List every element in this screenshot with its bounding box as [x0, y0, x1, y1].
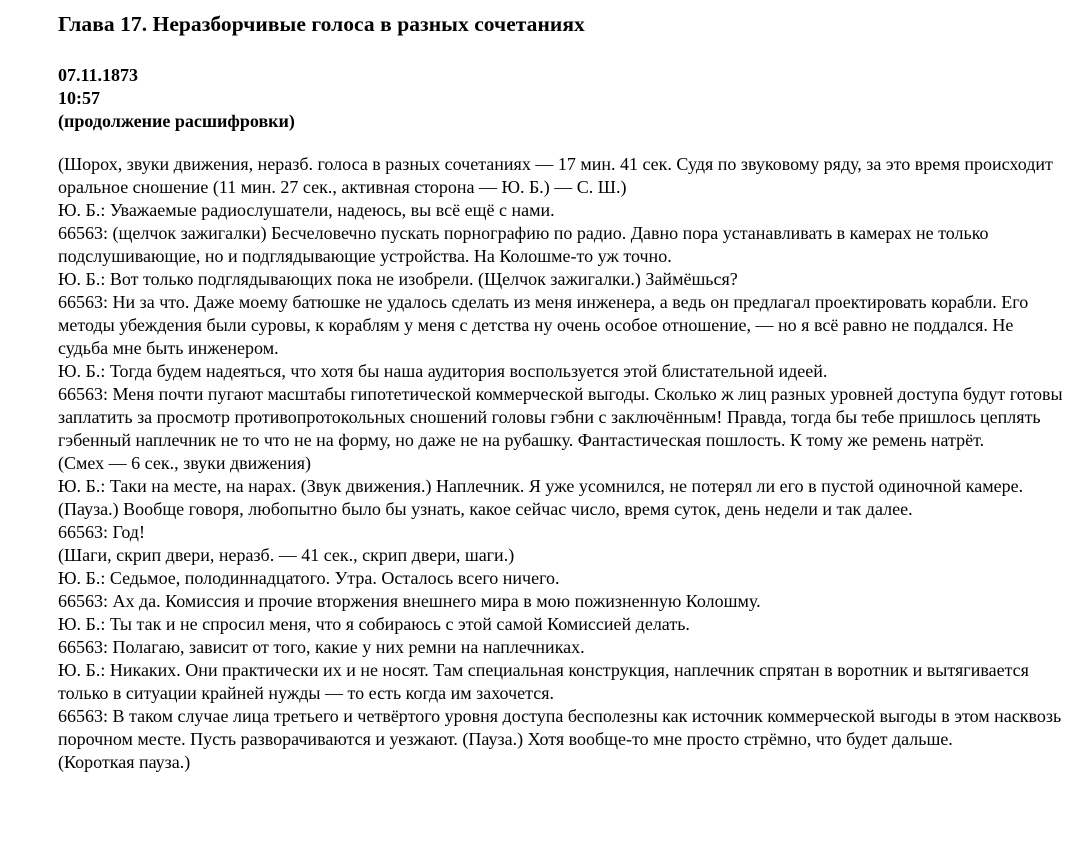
transcript-header — [58, 64, 1063, 133]
transcript-paragraph: Ю. Б.: Таки на месте, на нарах. (Звук движения.) Наплечник. Я уже усомнился, не потерял ли его в пустой одиночной камере. (Пауза.) Вообще говоря, любопытно было бы узнать, какое сейчас число, время суток, день недели и так далее. — [58, 476, 1024, 519]
transcript-paragraph: Ю. Б.: Седьмое, полодиннадцатого. Утра. Осталось всего ничего. — [58, 568, 560, 588]
transcript-paragraph: (Смех — 6 сек., звуки движения) — [58, 453, 311, 473]
transcript-paragraph: Ю. Б.: Тогда будем надеяться, что хотя бы наша аудитория воспользуется этой блистательной идеей. — [58, 361, 828, 381]
transcript-paragraph: 66563: В таком случае лица третьего и четвёртого уровня доступа бесполезны как источник коммерческой выгоды в этом насквозь порочном месте. Пусть разворачиваются и уезжают. (Пауза.) Хотя вообще-то мне просто стрёмно, что будет дальше. — [58, 706, 1062, 749]
transcript-body — [0, 153, 1063, 774]
transcript-paragraph: (Шаги, скрип двери, неразб. — 41 сек., скрип двери, шаги.) — [58, 545, 515, 565]
transcript-date: 07.11.1873 — [58, 65, 139, 85]
transcript-paragraph: Ю. Б.: Никаких. Они практически их и не носят. Там специальная конструкция, наплечник спрятан в воротник и вытягивается только в ситуации крайней нужды — то есть когда им захочется. — [58, 660, 1029, 703]
transcript-note: (продолжение расшифровки) — [58, 111, 295, 131]
transcript-paragraph: (Шорох, звуки движения, неразб. голоса в разных сочетаниях — 17 мин. 41 сек. Судя по звуковому ряду, за это время происходит оральное сношение (11 мин. 27 сек., активная сторона — Ю. Б.) — С. Ш.) — [58, 154, 1053, 197]
transcript-paragraph: 66563: Меня почти пугают масштабы гипотетической коммерческой выгоды. Сколько ж лиц разных уровней доступа будут готовы заплатить за просмотр противопротокольных сношений головы гэбни с заключённым! Правда, тогда бы тебе пришлось цеплять гэбенный наплечник не то что не на форму, но даже не на рубашку. Фантастическая пошлость. К тому же ремень натрёт. — [58, 384, 1063, 450]
transcript-paragraph: 66563: Полагаю, зависит от того, какие у них ремни на наплечниках. — [58, 637, 585, 657]
transcript-paragraph: Ю. Б.: Уважаемые радиослушатели, надеюсь, вы всё ещё с нами. — [58, 200, 555, 220]
transcript-paragraph: Ю. Б.: Вот только подглядывающих пока не изобрели. (Щелчок зажигалки.) Займёшься? — [58, 269, 738, 289]
transcript-paragraph: Ю. Б.: Ты так и не спросил меня, что я собираюсь с этой самой Комиссией делать. — [58, 614, 690, 634]
transcript-paragraph: 66563: Ни за что. Даже моему батюшке не удалось сделать из меня инженера, а ведь он предлагал проектировать корабли. Его методы убеждения были суровы, к кораблям у меня с детства ну очень особое отношение, — но я всё равно не поддался. Не судьба мне быть инженером. — [58, 292, 1029, 358]
chapter-title: Глава 17. Неразборчивые голоса в разных сочетаниях — [58, 12, 585, 36]
transcript-paragraph: 66563: Ах да. Комиссия и прочие вторжения внешнего мира в мою пожизненную Колошму. — [58, 591, 761, 611]
transcript-time: 10:57 — [58, 88, 100, 108]
transcript-paragraph: (Короткая пауза.) — [58, 752, 191, 772]
transcript-paragraph: 66563: (щелчок зажигалки) Бесчеловечно пускать порнографию по радио. Давно пора устанавливать в камерах не только подслушивающие, но и подглядывающие устройства. На Колошме-то уж точно. — [58, 223, 989, 266]
transcript-paragraph: 66563: Год! — [58, 522, 145, 542]
